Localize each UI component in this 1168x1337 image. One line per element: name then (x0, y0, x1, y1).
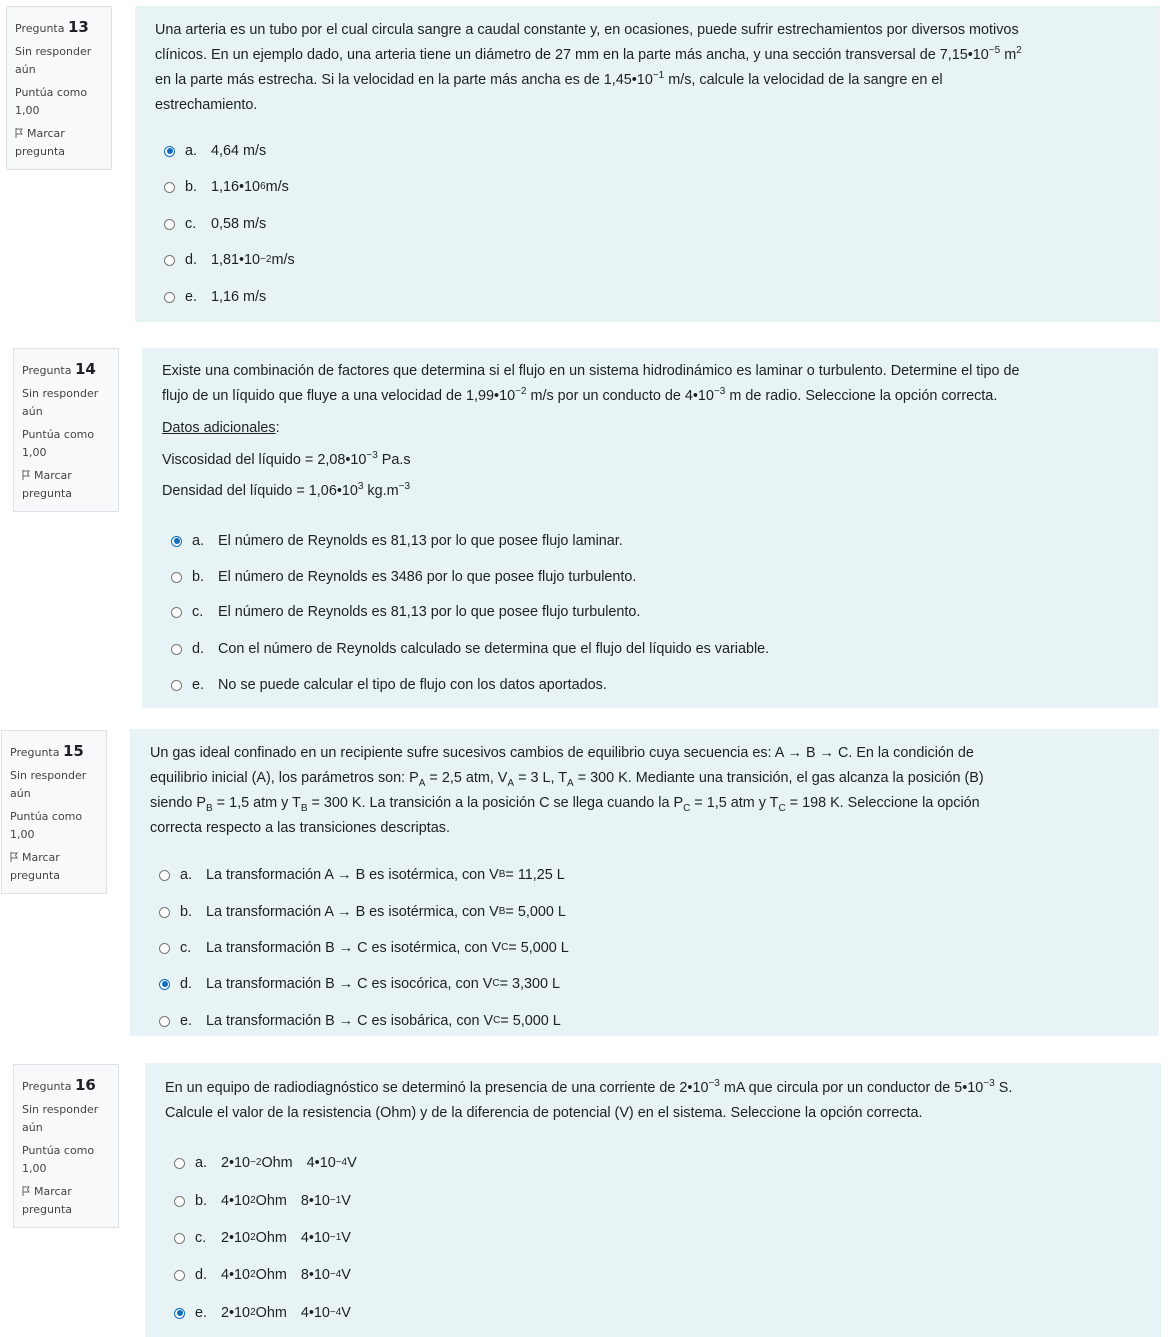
radio-button[interactable] (174, 1270, 185, 1281)
answer-option-d[interactable]: d. 4•10 2 Ohm 8•10 −4 V (174, 1267, 351, 1283)
radio-button[interactable] (171, 644, 182, 655)
answer-option-c[interactable]: c. 0,58 m/s (164, 216, 266, 232)
question-text: Existe una combinación de factores que determina si el flujo en un sistema hidrodinámico es laminar o turbulento. Determine el tipo de flujo de un líquido que fluye a una velocidad de $1,99•10^{-2}$ m/s por un conducto de $4•10^{-3}$ m de radio. Seleccione la opción correcta. Datos adicionales: Viscosidad del líquido = $2,08•10^{-3}$ Pa.s Densidad del líquido = $1,06•10^3$ $kg.m^{-3}$ (162, 363, 1020, 499)
radio-button[interactable] (171, 607, 182, 618)
question-number: 15 (62, 742, 84, 760)
question-info (13, 1064, 119, 1228)
radio-button[interactable] (159, 870, 170, 881)
question-label: Pregunta (22, 364, 72, 377)
radio-button[interactable] (174, 1233, 185, 1244)
radio-button[interactable] (171, 572, 182, 583)
answer-option-c[interactable]: c. El número de Reynolds es 81,13 por lo que posee flujo turbulento. (171, 604, 640, 620)
answer-option-c[interactable]: c. La transformación B → C es isotérmica, con V C = 5,000 L (159, 940, 569, 956)
radio-button[interactable] (164, 146, 175, 157)
radio-button[interactable] (164, 182, 175, 193)
question-info (1, 730, 107, 894)
question-status: Sin responder aún (22, 387, 99, 418)
question-label: Pregunta (10, 746, 60, 759)
question-label: Pregunta (22, 1080, 72, 1093)
answer-option-e[interactable]: e. 1,16 m/s (164, 289, 266, 305)
question-status: Sin responder aún (15, 45, 92, 76)
answer-option-a[interactable]: a. El número de Reynolds es 81,13 por lo que posee flujo laminar. (171, 533, 623, 549)
radio-button[interactable] (164, 255, 175, 266)
question-grade: Puntúa como 1,00 (22, 428, 95, 459)
answer-option-d[interactable]: d. La transformación B → C es isocórica, con V C = 3,300 L (159, 976, 560, 992)
question-content (145, 1063, 1161, 1337)
radio-button[interactable] (164, 292, 175, 303)
flag-question-button[interactable]: Marcar pregunta (15, 127, 66, 158)
flag-question-button[interactable]: Marcar pregunta (10, 851, 61, 882)
answer-option-a[interactable]: a. 4,64 m/s (164, 143, 266, 159)
answer-option-b[interactable]: b. 4•10 2 Ohm 8•10 −1 V (174, 1193, 351, 1209)
question-text: Una arteria es un tubo por el cual circula sangre a caudal constante y, en ocasiones, puede sufrir estrechamientos por diversos motivos clínicos. En un ejemplo dado, una arteria tiene un diámetro de 27 mm en la parte más ancha, y una sección transversal de $7,15•10^{-5}$ $m^2$ en la parte más estrecha. Si la velocidad en la parte más ancha es de $1,45•10^{-1}$ m/s, calcule la velocidad de la sangre en el estrechamiento. (155, 22, 1022, 113)
question-info (6, 6, 112, 170)
question-text: En un equipo de radiodiagnóstico se determinó la presencia de una corriente de $2•10^{-3}$ mA que circula por un conductor de $5•10^{-3}$ S. Calcule el valor de la resistencia (Ohm) y de la diferencia de potencial (V) en el sistema. Seleccione la opción correcta. (165, 1078, 1013, 1121)
answer-option-c[interactable]: c. 2•10 2 Ohm 4•10 −1 V (174, 1230, 351, 1246)
question-number: 14 (74, 360, 96, 378)
question-grade: Puntúa como 1,00 (22, 1144, 95, 1175)
question-status: Sin responder aún (10, 769, 87, 800)
question-grade: Puntúa como 1,00 (10, 810, 83, 841)
answer-option-a[interactable]: a. 2•10 −2 Ohm 4•10 −4 V (174, 1155, 357, 1171)
flag-question-button[interactable]: Marcar pregunta (22, 469, 73, 500)
answer-option-e[interactable]: e. No se puede calcular el tipo de flujo con los datos aportados. (171, 677, 607, 693)
answer-option-b[interactable]: b. La transformación A → B es isotérmica, con V B = 5,000 L (159, 904, 566, 920)
answer-option-e[interactable]: e. La transformación B → C es isobárica, con V C = 5,000 L (159, 1013, 561, 1029)
radio-button[interactable] (159, 979, 170, 990)
question-label: Pregunta (15, 22, 65, 35)
answer-option-a[interactable]: a. La transformación A → B es isotérmica, con V B = 11,25 L (159, 867, 565, 883)
question-status: Sin responder aún (22, 1103, 99, 1134)
radio-button[interactable] (174, 1158, 185, 1169)
question-number: 16 (74, 1076, 96, 1094)
radio-button[interactable] (159, 943, 170, 954)
answer-option-b[interactable]: b. 1,16•10 6 m/s (164, 179, 289, 195)
question-info (13, 348, 119, 512)
question-grade: Puntúa como 1,00 (15, 86, 88, 117)
radio-button[interactable] (174, 1196, 185, 1207)
radio-button[interactable] (159, 1016, 170, 1027)
question-text: Un gas ideal confinado en un recipiente sufre sucesivos cambios de equilibrio cuya secuencia es: A → B → C. En la condición de equilibrio inicial (A), los parámetros son: $P_A = 2,5$ atm, $V_A = 3$ L, $T_A = 300$ K. Mediante una transición, el gas alcanza la posición (B) siendo $P_B = 1,5$ atm y $T_B = 300$ K. La transición a la posición C se llega cuando la $P_C = 1,5$ atm y $T_C = 198$ K. Seleccione la opción correcta respecto a las transiciones descriptas. (150, 745, 984, 836)
question-content (142, 348, 1158, 708)
radio-button[interactable] (164, 219, 175, 230)
question-content (135, 6, 1160, 322)
radio-button[interactable] (171, 680, 182, 691)
question-number: 13 (67, 18, 89, 36)
answer-option-d[interactable]: d. 1,81•10 −2 m/s (164, 252, 295, 268)
flag-icon (22, 470, 31, 480)
answer-option-e[interactable]: e. 2•10 2 Ohm 4•10 −4 V (174, 1305, 351, 1321)
flag-icon (15, 128, 24, 138)
answer-option-d[interactable]: d. Con el número de Reynolds calculado se determina que el flujo del líquido es variable. (171, 641, 769, 657)
radio-button[interactable] (171, 536, 182, 547)
radio-button[interactable] (159, 907, 170, 918)
flag-question-button[interactable]: Marcar pregunta (22, 1185, 73, 1216)
radio-button[interactable] (174, 1308, 185, 1319)
answer-option-b[interactable]: b. El número de Reynolds es 3486 por lo que posee flujo turbulento. (171, 569, 636, 585)
question-content (130, 729, 1159, 1036)
flag-icon (22, 1186, 31, 1196)
flag-icon (10, 852, 19, 862)
